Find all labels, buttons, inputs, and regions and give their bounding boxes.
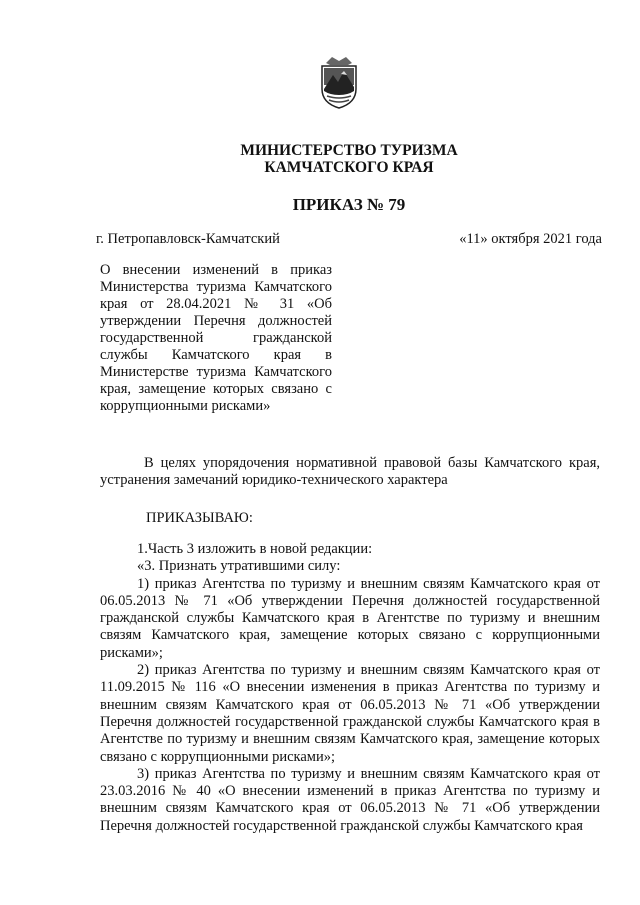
subitem-2: 2) приказ Агентства по туризму и внешним связям Камчатского края от 11.09.2015 № 116 «О внесении изменения в приказ Агентства по туризму и внешним связям Камчатского края от 06.05.2013 № 71 «Об утверждении Перечня должностей государственной гражданской службы Камчатского края в Агентстве по туризму и внешним связям Камчатского края, замещение которых связано с коррупционными рисками»; [100, 662, 600, 765]
coat-of-arms-emblem [318, 55, 360, 109]
subitem-1: 1) приказ Агентства по туризму и внешним связям Камчатского края от 06.05.2013 № 71 «Об утверждении Перечня должностей государственной гражданской службы Камчатского края в Агентстве по туризму и внешним связям Камчатского края, замещение которых связано с коррупционными рисками»; [100, 575, 600, 661]
ministry-name-line2: КАМЧАТСКОГО КРАЯ [264, 159, 434, 176]
item-3-heading: «3. Признать утратившими силу: [137, 558, 341, 575]
order-title: ПРИКАЗ № 79 [292, 195, 406, 214]
item-1: 1.Часть 3 изложить в новой редакции: [137, 541, 373, 557]
preamble-paragraph: В целях упорядочения нормативной правовой базы Камчатского края, устранения замечаний юридико-технического характера [100, 455, 600, 489]
order-subject: О внесении изменений в приказ Министерства туризма Камчатского края от 28.04.2021 № 31 «Об утверждении Перечня должностей государственной гражданской службы Камчатского края в Министерстве туризма Камчатского края, замещение которых связано с коррупционными рисками» [100, 262, 332, 414]
place-of-issue: г. Петропавловск-Камчатский [96, 231, 280, 247]
subitem-3: 3) приказ Агентства по туризму и внешним связям Камчатского края от 23.03.2016 № 40 «О внесении изменений в приказ Агентства по туризму и внешним связям Камчатского края от 06.05.2013 № 71 «Об утверждении Перечня должностей государственной гражданской службы Камчатского края [100, 765, 600, 834]
order-items [100, 541, 600, 835]
ministry-name-line1: МИНИСТЕРСТВО ТУРИЗМА [240, 142, 458, 159]
orders-word: ПРИКАЗЫВАЮ: [146, 510, 253, 526]
issue-date: «11» октября 2021 года [459, 231, 602, 247]
